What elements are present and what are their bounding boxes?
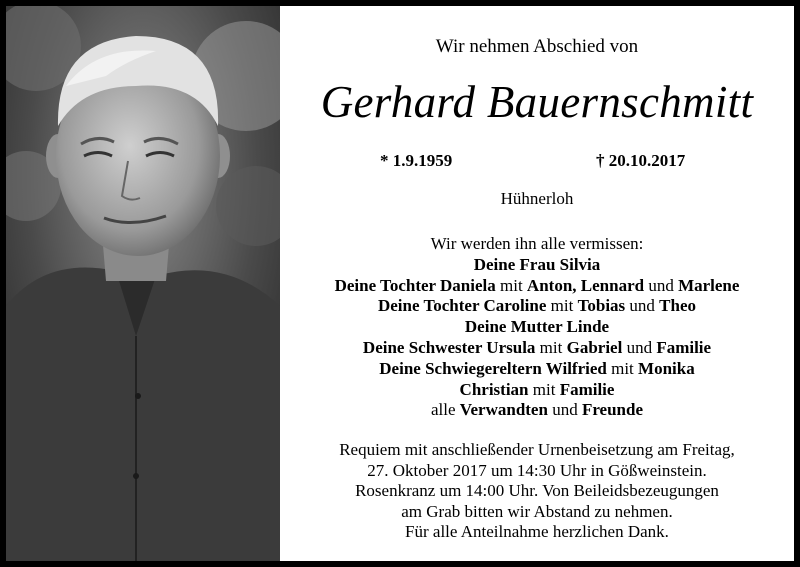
mourner-name: Verwandten [459,400,548,420]
mourner-connector: und [625,296,660,316]
mourner-line [280,276,794,297]
service-line: 27. Oktober 2017 um 14:30 Uhr in Gößweinstein. [367,460,707,480]
mourner-line [280,400,794,421]
obituary-text [280,6,794,561]
mourner-name: Deine Tochter Daniela [334,275,496,295]
mourner-name: Christian [459,379,529,399]
mourner-connector: und [622,337,657,357]
mourner-line [280,380,794,401]
mourner-name: Freunde [581,400,644,420]
mourner-name: Deine Tochter Caroline [377,296,547,316]
service-line: Requiem mit anschließender Urnenbeisetzung am Freitag, [339,440,735,459]
death-date: † 20.10.2017 [596,151,686,170]
mourner-name: Gabriel [566,337,623,357]
service-line: am Grab bitten wir Abstand zu nehmen. [401,501,673,521]
service-line: Rosenkranz um 14:00 Uhr. Von Beileidsbezeugungen [355,481,719,500]
deceased-name: Gerhard Bauernschmitt [320,77,754,127]
mourner-name: Familie [559,379,615,399]
mourners-list [280,234,794,421]
mourner-line [280,317,794,338]
mourner-connector: mit [528,379,560,399]
service-info [280,440,794,543]
mourner-name: Deine Schwiegereltern Wilfried [379,358,607,378]
mourner-line [280,359,794,380]
mourner-connector: mit [546,296,578,316]
mourner-connector: und [644,275,679,295]
mourners-intro: Wir werden ihn alle vermissen: [430,234,644,253]
mourner-connector: mit [495,275,527,295]
mourner-line [280,338,794,359]
mourner-name: Familie [656,337,712,357]
mourner-connector: mit [606,358,639,378]
portrait-photo [6,6,280,561]
mourner-connector: alle [430,400,460,420]
mourner-name: Anton, Lennard [526,275,645,295]
mourner-name: Deine Schwester Ursula [362,337,536,357]
mourner-name: Marlene [678,275,740,295]
mourner-name: Monika [638,358,695,378]
birth-date: * 1.9.1959 [380,151,453,170]
mourner-line [280,296,794,317]
mourner-connector: mit [535,337,567,357]
intro-line: Wir nehmen Abschied von [435,36,639,57]
mourner-name: Tobias [577,296,626,316]
mourner-name: Deine Mutter Linde [464,317,610,337]
mourner-line [280,255,794,276]
service-line: Für alle Anteilnahme herzlichen Dank. [405,522,669,541]
mourner-connector: und [547,400,582,420]
mourner-name: Deine Frau Silvia [473,254,601,274]
mourner-name: Theo [659,296,697,316]
hometown: Hühnerloh [500,189,574,208]
